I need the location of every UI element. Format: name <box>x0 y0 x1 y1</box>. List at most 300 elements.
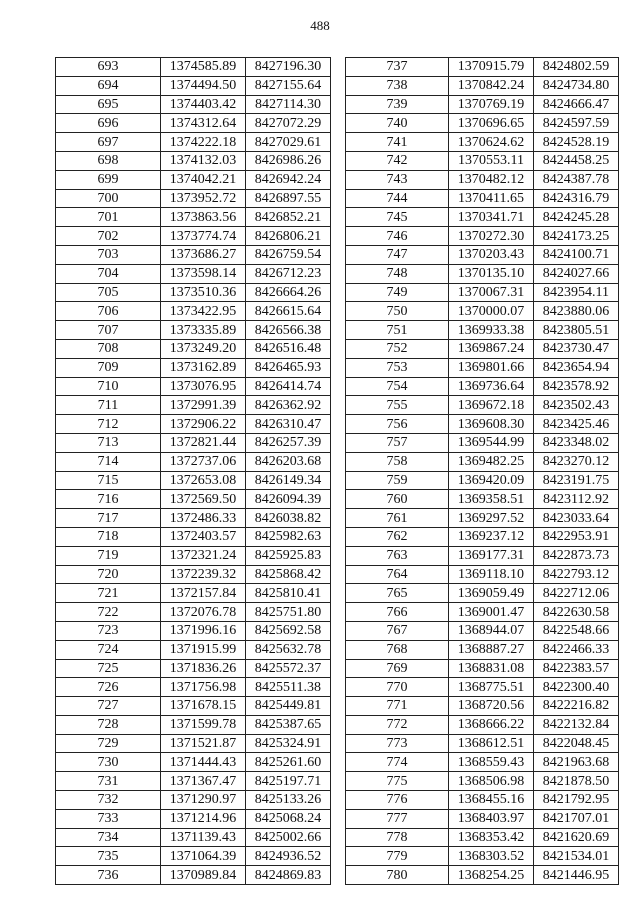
point-number-cell: 706 <box>56 302 161 321</box>
point-number-cell: 719 <box>56 546 161 565</box>
point-number-cell: 731 <box>56 772 161 791</box>
point-number-cell: 708 <box>56 339 161 358</box>
y-coordinate-cell: 8426203.68 <box>246 452 331 471</box>
table-row <box>346 377 619 396</box>
x-coordinate-cell: 1368506.98 <box>449 772 534 791</box>
table-row <box>346 114 619 133</box>
x-coordinate-cell: 1370411.65 <box>449 189 534 208</box>
x-coordinate-cell: 1369297.52 <box>449 509 534 528</box>
x-coordinate-cell: 1370769.19 <box>449 95 534 114</box>
table-row <box>56 245 331 264</box>
point-number-cell: 714 <box>56 452 161 471</box>
table-row <box>346 302 619 321</box>
point-number-cell: 715 <box>56 471 161 490</box>
point-number-cell: 754 <box>346 377 449 396</box>
table-row <box>346 245 619 264</box>
y-coordinate-cell: 8425692.58 <box>246 621 331 640</box>
table-row <box>346 847 619 866</box>
y-coordinate-cell: 8423954.11 <box>534 283 619 302</box>
point-number-cell: 738 <box>346 76 449 95</box>
y-coordinate-cell: 8425632.78 <box>246 640 331 659</box>
y-coordinate-cell: 8426038.82 <box>246 509 331 528</box>
point-number-cell: 775 <box>346 772 449 791</box>
y-coordinate-cell: 8426759.54 <box>246 245 331 264</box>
point-number-cell: 765 <box>346 584 449 603</box>
y-coordinate-cell: 8425133.26 <box>246 791 331 810</box>
point-number-cell: 767 <box>346 621 449 640</box>
table-row <box>346 339 619 358</box>
table-row <box>56 433 331 452</box>
x-coordinate-cell: 1374132.03 <box>161 151 246 170</box>
x-coordinate-cell: 1371678.15 <box>161 697 246 716</box>
x-coordinate-cell: 1372486.33 <box>161 509 246 528</box>
point-number-cell: 729 <box>56 734 161 753</box>
table-row <box>346 772 619 791</box>
y-coordinate-cell: 8423425.46 <box>534 415 619 434</box>
table-row <box>56 358 331 377</box>
table-row <box>346 640 619 659</box>
point-number-cell: 755 <box>346 396 449 415</box>
y-coordinate-cell: 8422953.91 <box>534 527 619 546</box>
table-row <box>346 565 619 584</box>
table-row <box>346 697 619 716</box>
point-number-cell: 695 <box>56 95 161 114</box>
y-coordinate-cell: 8423033.64 <box>534 509 619 528</box>
x-coordinate-cell: 1369672.18 <box>449 396 534 415</box>
x-coordinate-cell: 1372157.84 <box>161 584 246 603</box>
x-coordinate-cell: 1371996.16 <box>161 621 246 640</box>
y-coordinate-cell: 8424802.59 <box>534 58 619 77</box>
table-row <box>346 208 619 227</box>
point-number-cell: 756 <box>346 415 449 434</box>
x-coordinate-cell: 1372991.39 <box>161 396 246 415</box>
table-row <box>56 415 331 434</box>
y-coordinate-cell: 8425197.71 <box>246 772 331 791</box>
point-number-cell: 698 <box>56 151 161 170</box>
table-row <box>346 584 619 603</box>
y-coordinate-cell: 8426465.93 <box>246 358 331 377</box>
x-coordinate-cell: 1369482.25 <box>449 452 534 471</box>
table-row <box>346 509 619 528</box>
table-row <box>56 471 331 490</box>
x-coordinate-cell: 1368775.51 <box>449 678 534 697</box>
y-coordinate-cell: 8424245.28 <box>534 208 619 227</box>
x-coordinate-cell: 1373162.89 <box>161 358 246 377</box>
y-coordinate-cell: 8425572.37 <box>246 659 331 678</box>
point-number-cell: 749 <box>346 283 449 302</box>
y-coordinate-cell: 8422873.73 <box>534 546 619 565</box>
y-coordinate-cell: 8424597.59 <box>534 114 619 133</box>
x-coordinate-cell: 1370135.10 <box>449 264 534 283</box>
x-coordinate-cell: 1368666.22 <box>449 715 534 734</box>
point-number-cell: 743 <box>346 170 449 189</box>
table-row <box>346 809 619 828</box>
y-coordinate-cell: 8424458.25 <box>534 151 619 170</box>
table-row <box>346 452 619 471</box>
x-coordinate-cell: 1372076.78 <box>161 603 246 622</box>
y-coordinate-cell: 8426615.64 <box>246 302 331 321</box>
y-coordinate-cell: 8422048.45 <box>534 734 619 753</box>
table-row <box>346 471 619 490</box>
x-coordinate-cell: 1368944.07 <box>449 621 534 640</box>
y-coordinate-cell: 8426897.55 <box>246 189 331 208</box>
table-row <box>56 227 331 246</box>
x-coordinate-cell: 1369237.12 <box>449 527 534 546</box>
y-coordinate-cell: 8426516.48 <box>246 339 331 358</box>
y-coordinate-cell: 8421707.01 <box>534 809 619 828</box>
x-coordinate-cell: 1370915.79 <box>449 58 534 77</box>
x-coordinate-cell: 1371915.99 <box>161 640 246 659</box>
x-coordinate-cell: 1370067.31 <box>449 283 534 302</box>
point-number-cell: 735 <box>56 847 161 866</box>
table-row <box>56 527 331 546</box>
point-number-cell: 694 <box>56 76 161 95</box>
y-coordinate-cell: 8422712.06 <box>534 584 619 603</box>
point-number-cell: 733 <box>56 809 161 828</box>
point-number-cell: 758 <box>346 452 449 471</box>
table-row <box>56 866 331 885</box>
table-row <box>56 715 331 734</box>
y-coordinate-cell: 8423654.94 <box>534 358 619 377</box>
y-coordinate-cell: 8425810.41 <box>246 584 331 603</box>
x-coordinate-cell: 1373598.14 <box>161 264 246 283</box>
x-coordinate-cell: 1368559.43 <box>449 753 534 772</box>
y-coordinate-cell: 8426712.23 <box>246 264 331 283</box>
x-coordinate-cell: 1371367.47 <box>161 772 246 791</box>
table-row <box>56 189 331 208</box>
y-coordinate-cell: 8426942.24 <box>246 170 331 189</box>
table-row <box>346 546 619 565</box>
y-coordinate-cell: 8423112.92 <box>534 490 619 509</box>
table-row <box>56 170 331 189</box>
table-row <box>56 396 331 415</box>
y-coordinate-cell: 8425925.83 <box>246 546 331 565</box>
y-coordinate-cell: 8423805.51 <box>534 321 619 340</box>
point-number-cell: 763 <box>346 546 449 565</box>
table-row <box>56 584 331 603</box>
table-row <box>56 302 331 321</box>
x-coordinate-cell: 1369420.09 <box>449 471 534 490</box>
table-row <box>56 565 331 584</box>
point-number-cell: 703 <box>56 245 161 264</box>
x-coordinate-cell: 1373422.95 <box>161 302 246 321</box>
x-coordinate-cell: 1371836.26 <box>161 659 246 678</box>
point-number-cell: 699 <box>56 170 161 189</box>
y-coordinate-cell: 8426310.47 <box>246 415 331 434</box>
point-number-cell: 723 <box>56 621 161 640</box>
point-number-cell: 774 <box>346 753 449 772</box>
point-number-cell: 779 <box>346 847 449 866</box>
point-number-cell: 707 <box>56 321 161 340</box>
y-coordinate-cell: 8427196.30 <box>246 58 331 77</box>
y-coordinate-cell: 8424100.71 <box>534 245 619 264</box>
y-coordinate-cell: 8424316.79 <box>534 189 619 208</box>
x-coordinate-cell: 1372239.32 <box>161 565 246 584</box>
point-number-cell: 747 <box>346 245 449 264</box>
y-coordinate-cell: 8426257.39 <box>246 433 331 452</box>
x-coordinate-cell: 1368455.16 <box>449 791 534 810</box>
point-number-cell: 716 <box>56 490 161 509</box>
table-row <box>346 189 619 208</box>
table-row <box>56 621 331 640</box>
x-coordinate-cell: 1373686.27 <box>161 245 246 264</box>
x-coordinate-cell: 1370203.43 <box>449 245 534 264</box>
table-row <box>56 509 331 528</box>
table-row <box>346 828 619 847</box>
y-coordinate-cell: 8425068.24 <box>246 809 331 828</box>
x-coordinate-cell: 1370624.62 <box>449 133 534 152</box>
table-row <box>346 621 619 640</box>
point-number-cell: 737 <box>346 58 449 77</box>
x-coordinate-cell: 1374222.18 <box>161 133 246 152</box>
x-coordinate-cell: 1370553.11 <box>449 151 534 170</box>
point-number-cell: 777 <box>346 809 449 828</box>
table-row <box>346 527 619 546</box>
y-coordinate-cell: 8423730.47 <box>534 339 619 358</box>
y-coordinate-cell: 8427155.64 <box>246 76 331 95</box>
x-coordinate-cell: 1369867.24 <box>449 339 534 358</box>
y-coordinate-cell: 8423578.92 <box>534 377 619 396</box>
point-number-cell: 760 <box>346 490 449 509</box>
point-number-cell: 748 <box>346 264 449 283</box>
x-coordinate-cell: 1371599.78 <box>161 715 246 734</box>
y-coordinate-cell: 8422300.40 <box>534 678 619 697</box>
table-row <box>56 659 331 678</box>
point-number-cell: 724 <box>56 640 161 659</box>
table-row <box>346 415 619 434</box>
x-coordinate-cell: 1369177.31 <box>449 546 534 565</box>
x-coordinate-cell: 1368403.97 <box>449 809 534 828</box>
point-number-cell: 776 <box>346 791 449 810</box>
point-number-cell: 705 <box>56 283 161 302</box>
y-coordinate-cell: 8421620.69 <box>534 828 619 847</box>
y-coordinate-cell: 8423502.43 <box>534 396 619 415</box>
point-number-cell: 757 <box>346 433 449 452</box>
y-coordinate-cell: 8423270.12 <box>534 452 619 471</box>
x-coordinate-cell: 1368303.52 <box>449 847 534 866</box>
table-row <box>56 772 331 791</box>
table-row <box>346 490 619 509</box>
table-row <box>56 828 331 847</box>
y-coordinate-cell: 8425868.42 <box>246 565 331 584</box>
point-number-cell: 736 <box>56 866 161 885</box>
point-number-cell: 778 <box>346 828 449 847</box>
x-coordinate-cell: 1372737.06 <box>161 452 246 471</box>
y-coordinate-cell: 8427114.30 <box>246 95 331 114</box>
table-row <box>346 76 619 95</box>
y-coordinate-cell: 8426149.34 <box>246 471 331 490</box>
point-number-cell: 726 <box>56 678 161 697</box>
x-coordinate-cell: 1371064.39 <box>161 847 246 866</box>
point-number-cell: 752 <box>346 339 449 358</box>
y-coordinate-cell: 8426566.38 <box>246 321 331 340</box>
coordinates-table-left <box>55 57 331 885</box>
y-coordinate-cell: 8426094.39 <box>246 490 331 509</box>
table-row <box>56 678 331 697</box>
x-coordinate-cell: 1368887.27 <box>449 640 534 659</box>
table-row <box>346 678 619 697</box>
y-coordinate-cell: 8422466.33 <box>534 640 619 659</box>
x-coordinate-cell: 1373863.56 <box>161 208 246 227</box>
point-number-cell: 702 <box>56 227 161 246</box>
y-coordinate-cell: 8425449.81 <box>246 697 331 716</box>
point-number-cell: 762 <box>346 527 449 546</box>
table-row <box>56 546 331 565</box>
y-coordinate-cell: 8425324.91 <box>246 734 331 753</box>
x-coordinate-cell: 1371214.96 <box>161 809 246 828</box>
point-number-cell: 732 <box>56 791 161 810</box>
x-coordinate-cell: 1374585.89 <box>161 58 246 77</box>
point-number-cell: 734 <box>56 828 161 847</box>
point-number-cell: 741 <box>346 133 449 152</box>
point-number-cell: 725 <box>56 659 161 678</box>
point-number-cell: 721 <box>56 584 161 603</box>
point-number-cell: 704 <box>56 264 161 283</box>
x-coordinate-cell: 1369801.66 <box>449 358 534 377</box>
y-coordinate-cell: 8424869.83 <box>246 866 331 885</box>
table-row <box>56 847 331 866</box>
table-row <box>346 170 619 189</box>
x-coordinate-cell: 1374042.21 <box>161 170 246 189</box>
y-coordinate-cell: 8424528.19 <box>534 133 619 152</box>
x-coordinate-cell: 1374403.42 <box>161 95 246 114</box>
y-coordinate-cell: 8424173.25 <box>534 227 619 246</box>
x-coordinate-cell: 1370272.30 <box>449 227 534 246</box>
table-row <box>56 640 331 659</box>
x-coordinate-cell: 1368353.42 <box>449 828 534 847</box>
table-row <box>346 715 619 734</box>
y-coordinate-cell: 8425751.80 <box>246 603 331 622</box>
table-row <box>56 452 331 471</box>
x-coordinate-cell: 1369118.10 <box>449 565 534 584</box>
table-row <box>56 133 331 152</box>
y-coordinate-cell: 8427072.29 <box>246 114 331 133</box>
x-coordinate-cell: 1368831.08 <box>449 659 534 678</box>
point-number-cell: 717 <box>56 509 161 528</box>
y-coordinate-cell: 8423348.02 <box>534 433 619 452</box>
point-number-cell: 730 <box>56 753 161 772</box>
x-coordinate-cell: 1373510.36 <box>161 283 246 302</box>
x-coordinate-cell: 1370842.24 <box>449 76 534 95</box>
table-row <box>56 95 331 114</box>
x-coordinate-cell: 1373076.95 <box>161 377 246 396</box>
table-row <box>56 208 331 227</box>
x-coordinate-cell: 1368612.51 <box>449 734 534 753</box>
table-row <box>56 791 331 810</box>
x-coordinate-cell: 1369059.49 <box>449 584 534 603</box>
table-row <box>56 339 331 358</box>
table-row <box>346 866 619 885</box>
point-number-cell: 745 <box>346 208 449 227</box>
point-number-cell: 697 <box>56 133 161 152</box>
x-coordinate-cell: 1372569.50 <box>161 490 246 509</box>
x-coordinate-cell: 1370341.71 <box>449 208 534 227</box>
table-row <box>346 358 619 377</box>
y-coordinate-cell: 8422548.66 <box>534 621 619 640</box>
point-number-cell: 771 <box>346 697 449 716</box>
x-coordinate-cell: 1369358.51 <box>449 490 534 509</box>
point-number-cell: 744 <box>346 189 449 208</box>
x-coordinate-cell: 1368720.56 <box>449 697 534 716</box>
table-row <box>346 603 619 622</box>
point-number-cell: 768 <box>346 640 449 659</box>
y-coordinate-cell: 8426986.26 <box>246 151 331 170</box>
x-coordinate-cell: 1374312.64 <box>161 114 246 133</box>
y-coordinate-cell: 8422793.12 <box>534 565 619 584</box>
x-coordinate-cell: 1370482.12 <box>449 170 534 189</box>
table-row <box>346 734 619 753</box>
x-coordinate-cell: 1373335.89 <box>161 321 246 340</box>
x-coordinate-cell: 1372403.57 <box>161 527 246 546</box>
table-row <box>346 433 619 452</box>
x-coordinate-cell: 1369001.47 <box>449 603 534 622</box>
page-number: 488 <box>310 18 330 33</box>
table-row <box>56 753 331 772</box>
table-row <box>346 95 619 114</box>
table-row <box>346 58 619 77</box>
y-coordinate-cell: 8425982.63 <box>246 527 331 546</box>
point-number-cell: 720 <box>56 565 161 584</box>
table-row <box>346 151 619 170</box>
table-row <box>346 321 619 340</box>
y-coordinate-cell: 8421446.95 <box>534 866 619 885</box>
x-coordinate-cell: 1371521.87 <box>161 734 246 753</box>
y-coordinate-cell: 8425387.65 <box>246 715 331 734</box>
point-number-cell: 773 <box>346 734 449 753</box>
x-coordinate-cell: 1373952.72 <box>161 189 246 208</box>
table-row <box>346 396 619 415</box>
y-coordinate-cell: 8422630.58 <box>534 603 619 622</box>
point-number-cell: 751 <box>346 321 449 340</box>
point-number-cell: 764 <box>346 565 449 584</box>
table-row <box>56 603 331 622</box>
y-coordinate-cell: 8426414.74 <box>246 377 331 396</box>
table-row <box>56 321 331 340</box>
table-row <box>346 133 619 152</box>
x-coordinate-cell: 1371444.43 <box>161 753 246 772</box>
y-coordinate-cell: 8425002.66 <box>246 828 331 847</box>
point-number-cell: 728 <box>56 715 161 734</box>
table-row <box>56 377 331 396</box>
y-coordinate-cell: 8424734.80 <box>534 76 619 95</box>
y-coordinate-cell: 8422132.84 <box>534 715 619 734</box>
x-coordinate-cell: 1373249.20 <box>161 339 246 358</box>
point-number-cell: 712 <box>56 415 161 434</box>
table-row <box>346 791 619 810</box>
table-row <box>346 283 619 302</box>
y-coordinate-cell: 8427029.61 <box>246 133 331 152</box>
y-coordinate-cell: 8421963.68 <box>534 753 619 772</box>
point-number-cell: 709 <box>56 358 161 377</box>
y-coordinate-cell: 8423191.75 <box>534 471 619 490</box>
y-coordinate-cell: 8424387.78 <box>534 170 619 189</box>
point-number-cell: 746 <box>346 227 449 246</box>
x-coordinate-cell: 1372653.08 <box>161 471 246 490</box>
table-row <box>56 58 331 77</box>
x-coordinate-cell: 1370989.84 <box>161 866 246 885</box>
point-number-cell: 742 <box>346 151 449 170</box>
point-number-cell: 696 <box>56 114 161 133</box>
x-coordinate-cell: 1373774.74 <box>161 227 246 246</box>
y-coordinate-cell: 8422383.57 <box>534 659 619 678</box>
x-coordinate-cell: 1369544.99 <box>449 433 534 452</box>
table-row <box>346 659 619 678</box>
x-coordinate-cell: 1369933.38 <box>449 321 534 340</box>
y-coordinate-cell: 8421534.01 <box>534 847 619 866</box>
y-coordinate-cell: 8423880.06 <box>534 302 619 321</box>
x-coordinate-cell: 1370000.07 <box>449 302 534 321</box>
x-coordinate-cell: 1371756.98 <box>161 678 246 697</box>
